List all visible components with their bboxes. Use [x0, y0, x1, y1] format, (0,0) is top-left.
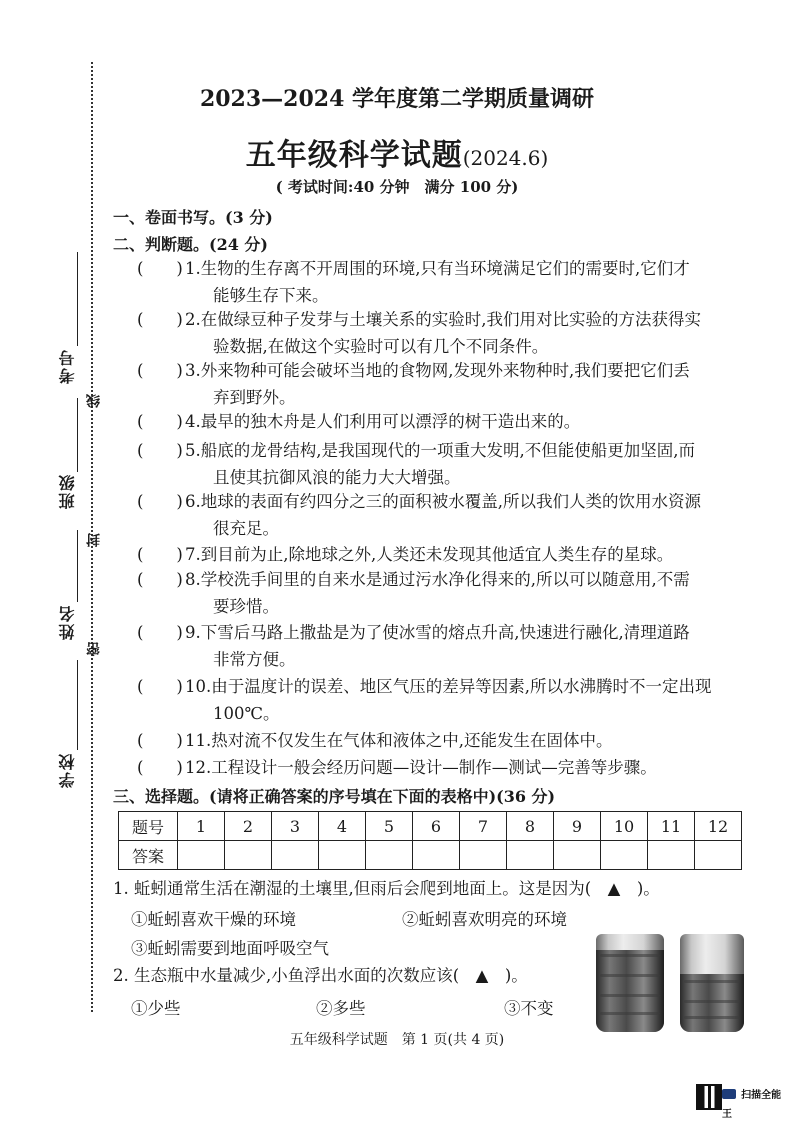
- section3-heading: 三、选择题。(请将正确答案的序号填在下面的表格中)(36 分): [113, 787, 556, 806]
- answer-cell[interactable]: [648, 841, 695, 870]
- table-cell-number: 7: [460, 812, 507, 841]
- answer-paren[interactable]: ( ): [137, 361, 183, 380]
- exam-info: ( 考试时间:40 分钟 满分 100 分): [275, 178, 519, 196]
- answer-paren[interactable]: ( ): [137, 758, 183, 777]
- tf-item: ( ) 9.下雪后马路上撒盐是为了使冰雪的熔点升高,快速进行融化,清理道路 非常方便。: [137, 619, 747, 673]
- scanner-watermark: [722, 1083, 788, 1120]
- class-blank: [77, 398, 78, 472]
- table-cell-number: 9: [554, 812, 601, 841]
- answer-paren[interactable]: ( ): [137, 412, 183, 431]
- table-cell-number: 5: [366, 812, 413, 841]
- table-row-numbers: [119, 812, 742, 841]
- mc-question-2: 2. 生态瓶中水量减少,小鱼浮出水面的次数应该( ▲ )。: [113, 966, 528, 985]
- tf-item: ( ) 10.由于温度计的误差、地区气压的差异等因素,所以水沸腾时不一定出现 100℃。: [137, 673, 747, 727]
- exam-title-main: 五年级科学试题: [245, 138, 463, 173]
- answer-paren[interactable]: ( ): [137, 545, 183, 564]
- mc-q2-option-3[interactable]: ③不变: [504, 999, 554, 1018]
- side-label-name: 姓名: [58, 604, 77, 640]
- answer-cell[interactable]: [601, 841, 648, 870]
- eco-bottle-photo-left: [596, 934, 664, 1032]
- answer-cell[interactable]: [319, 841, 366, 870]
- table-cell-number: 2: [225, 812, 272, 841]
- answer-cell[interactable]: [413, 841, 460, 870]
- mc-q1-option-2[interactable]: ②蚯蚓喜欢明亮的环境: [402, 910, 567, 929]
- table-cell-number: 10: [601, 812, 648, 841]
- table-cell-number: 1: [178, 812, 225, 841]
- tf-item: ( ) 1.生物的生存离不开周围的环境,只有当环境满足它们的需要时,它们才 能够生存下来。: [137, 255, 747, 309]
- answer-table: [118, 811, 742, 870]
- tf-item: ( ) 4.最早的独木舟是人们利用可以漂浮的树干造出来的。: [137, 408, 747, 435]
- page-footer: 五年级科学试题 第 1 页(共 4 页): [289, 1032, 505, 1048]
- tf-item: ( ) 8.学校洗手间里的自来水是通过污水净化得来的,所以可以随意用,不需 要珍惜。: [137, 566, 747, 620]
- mc-q2-option-2[interactable]: ②多些: [316, 999, 366, 1018]
- answer-paren[interactable]: ( ): [137, 259, 183, 278]
- mc-q1-option-1[interactable]: ①蚯蚓喜欢干燥的环境: [131, 910, 296, 929]
- table-header-number: 题号: [119, 812, 178, 841]
- answer-cell[interactable]: [225, 841, 272, 870]
- mc-q2-option-1[interactable]: ①少些: [131, 999, 181, 1018]
- answer-cell[interactable]: [507, 841, 554, 870]
- scanner-name: 扫描全能王: [722, 1090, 782, 1120]
- seal-word-line: 线: [86, 394, 102, 408]
- answer-cell[interactable]: [178, 841, 225, 870]
- exam-number-blank: [77, 252, 78, 346]
- table-cell-number: 12: [695, 812, 742, 841]
- table-cell-number: 6: [413, 812, 460, 841]
- table-cell-number: 3: [272, 812, 319, 841]
- section2-heading: 二、判断题。(24 分): [113, 235, 268, 254]
- school-blank: [77, 660, 78, 750]
- exam-date: (2024.6): [462, 146, 549, 170]
- tf-item: ( ) 5.船底的龙骨结构,是我国现代的一项重大发明,不但能使船更加坚固,而 且使其抗御风浪的能力大大增强。: [137, 437, 747, 491]
- tf-item: ( ) 12.工程设计一般会经历问题—设计—制作—测试—完善等步骤。: [137, 754, 747, 781]
- tf-item: ( ) 6.地球的表面有约四分之三的面积被水覆盖,所以我们人类的饮用水资源 很充足。: [137, 488, 747, 542]
- answer-paren[interactable]: ( ): [137, 441, 183, 460]
- tf-item: ( ) 3.外来物种可能会破坏当地的食物网,发现外来物种时,我们要把它们丢 弃到野外。: [137, 357, 747, 411]
- answer-cell[interactable]: [554, 841, 601, 870]
- table-cell-number: 4: [319, 812, 366, 841]
- answer-paren[interactable]: ( ): [137, 623, 183, 642]
- table-row-answers: [119, 841, 742, 870]
- name-blank: [77, 530, 78, 602]
- table-cell-number: 11: [648, 812, 695, 841]
- section1-heading: 一、卷面书写。(3 分): [113, 208, 273, 227]
- side-label-exam-number: 考号: [58, 348, 77, 384]
- tf-item: ( ) 7.到目前为止,除地球之外,人类还未发现其他适宜人类生存的星球。: [137, 541, 747, 568]
- table-header-answer: 答案: [119, 841, 178, 870]
- table-cell-number: 8: [507, 812, 554, 841]
- eco-bottle-photo-right: [680, 934, 744, 1032]
- mc-q1-option-3[interactable]: ③蚯蚓需要到地面呼吸空气: [131, 939, 329, 958]
- year-title: 2023—2024 学年度第二学期质量调研: [199, 86, 595, 112]
- answer-cell[interactable]: [695, 841, 742, 870]
- seal-word-close: 密: [86, 642, 102, 656]
- answer-paren[interactable]: ( ): [137, 677, 183, 696]
- answer-paren[interactable]: ( ): [137, 492, 183, 511]
- answer-paren[interactable]: ( ): [137, 731, 183, 750]
- answer-cell[interactable]: [460, 841, 507, 870]
- answer-cell[interactable]: [272, 841, 319, 870]
- side-label-class: 班级: [58, 473, 77, 509]
- qr-code-icon: [696, 1084, 722, 1110]
- scanner-logo-icon: [722, 1089, 736, 1099]
- exam-title: [0, 130, 794, 174]
- answer-paren[interactable]: ( ): [137, 570, 183, 589]
- tf-item: ( ) 2.在做绿豆种子发芽与土壤关系的实验时,我们用对比实验的方法获得实 验数据,在做这个实验时可以有几个不同条件。: [137, 306, 747, 360]
- answer-cell[interactable]: [366, 841, 413, 870]
- answer-paren[interactable]: ( ): [137, 310, 183, 329]
- side-label-school: 学校: [58, 752, 77, 788]
- mc-question-1: 1. 蚯蚓通常生活在潮湿的土壤里,但雨后会爬到地面上。这是因为( ▲ )。: [113, 879, 660, 898]
- tf-item: ( ) 11.热对流不仅发生在气体和液体之中,还能发生在固体中。: [137, 727, 747, 754]
- seal-word-seal: 封: [86, 533, 102, 547]
